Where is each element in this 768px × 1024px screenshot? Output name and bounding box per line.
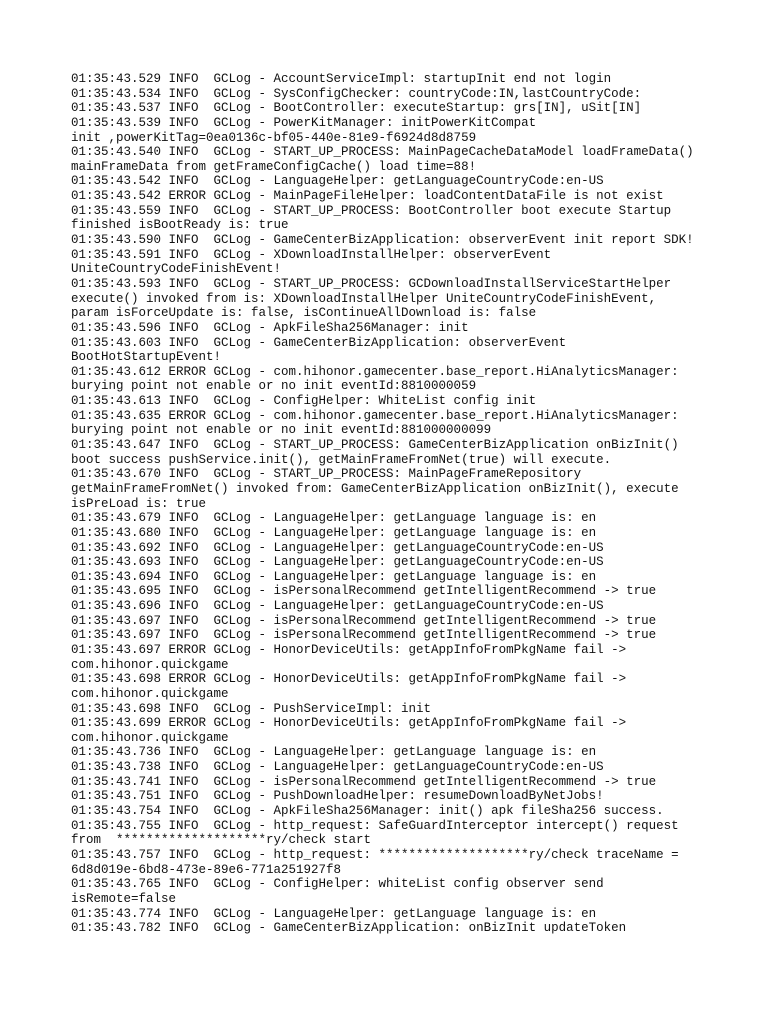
log-line: 01:35:43.613 INFO GCLog - ConfigHelper: WhiteList config init bbox=[71, 394, 537, 409]
log-line: 01:35:43.696 INFO GCLog - LanguageHelper: getLanguageCountryCode:en-US bbox=[71, 599, 604, 614]
log-line: mainFrameData from getFrameConfigCache() load time=88! bbox=[71, 159, 477, 174]
log-line: from ********************ry/check start bbox=[71, 833, 372, 848]
log-line: 01:35:43.757 INFO GCLog - http_request: ********************ry/check traceName = bbox=[71, 847, 679, 862]
log-line: 01:35:43.612 ERROR GCLog - com.hihonor.gamecenter.base_report.HiAnalyticsManager: bbox=[71, 364, 679, 379]
log-line: 01:35:43.596 INFO GCLog - ApkFileSha256Manager: init bbox=[71, 320, 469, 335]
log-line: 01:35:43.697 INFO GCLog - isPersonalRecommend getIntelligentRecommend -> true bbox=[71, 613, 657, 628]
log-line: burying point not enable or no init eventId:881000000099 bbox=[71, 423, 492, 438]
log-line: 01:35:43.736 INFO GCLog - LanguageHelper: getLanguage language is: en bbox=[71, 745, 597, 760]
log-line: BootHotStartupEvent! bbox=[71, 350, 222, 365]
log-line: getMainFrameFromNet() invoked from: GameCenterBizApplication onBizInit(), execute bbox=[71, 481, 679, 496]
log-line: 01:35:43.670 INFO GCLog - START_UP_PROCESS: MainPageFrameRepository bbox=[71, 467, 582, 482]
log-line: UniteCountryCodeFinishEvent! bbox=[71, 262, 282, 277]
log-line: 01:35:43.699 ERROR GCLog - HonorDeviceUtils: getAppInfoFromPkgName fail -> bbox=[71, 716, 627, 731]
log-document bbox=[71, 72, 731, 950]
log-line: 01:35:43.540 INFO GCLog - START_UP_PROCESS: MainPageCacheDataModel loadFrameData() bbox=[71, 145, 694, 160]
log-line: 01:35:43.738 INFO GCLog - LanguageHelper: getLanguageCountryCode:en-US bbox=[71, 760, 604, 775]
log-line: 01:35:43.697 INFO GCLog - isPersonalRecommend getIntelligentRecommend -> true bbox=[71, 628, 657, 643]
log-line: param isForceUpdate is: false, isContinueAllDownload is: false bbox=[71, 306, 537, 321]
log-line: 01:35:43.755 INFO GCLog - http_request: SafeGuardInterceptor intercept() request bbox=[71, 818, 679, 833]
log-line: 01:35:43.697 ERROR GCLog - HonorDeviceUtils: getAppInfoFromPkgName fail -> bbox=[71, 642, 627, 657]
log-line: 01:35:43.539 INFO GCLog - PowerKitManager: initPowerKitCompat bbox=[71, 115, 537, 130]
log-line: 01:35:43.559 INFO GCLog - START_UP_PROCESS: BootController boot execute Startup bbox=[71, 203, 672, 218]
log-line: 01:35:43.529 INFO GCLog - AccountServiceImpl: startupInit end not login bbox=[71, 72, 612, 86]
log-line: 6d8d019e-6bd8-473e-89e6-771a251927f8 bbox=[71, 862, 342, 877]
log-line: 01:35:43.751 INFO GCLog - PushDownloadHelper: resumeDownloadByNetJobs! bbox=[71, 789, 604, 804]
log-line: finished isBootReady is: true bbox=[71, 218, 289, 233]
log-line: com.hihonor.quickgame bbox=[71, 686, 229, 701]
log-line: 01:35:43.754 INFO GCLog - ApkFileSha256Manager: init() apk fileSha256 success. bbox=[71, 804, 664, 819]
log-line: 01:35:43.542 ERROR GCLog - MainPageFileHelper: loadContentDataFile is not exist bbox=[71, 189, 664, 204]
log-line: com.hihonor.quickgame bbox=[71, 657, 229, 672]
log-line: 01:35:43.782 INFO GCLog - GameCenterBizApplication: onBizInit updateToken bbox=[71, 921, 627, 936]
log-line: 01:35:43.679 INFO GCLog - LanguageHelper: getLanguage language is: en bbox=[71, 511, 597, 526]
log-line: 01:35:43.692 INFO GCLog - LanguageHelper: getLanguageCountryCode:en-US bbox=[71, 540, 604, 555]
log-line: 01:35:43.698 ERROR GCLog - HonorDeviceUtils: getAppInfoFromPkgName fail -> bbox=[71, 672, 627, 687]
log-line: 01:35:43.774 INFO GCLog - LanguageHelper: getLanguage language is: en bbox=[71, 906, 597, 921]
log-line: 01:35:43.603 INFO GCLog - GameCenterBizApplication: observerEvent bbox=[71, 335, 567, 350]
log-line: 01:35:43.591 INFO GCLog - XDownloadInstallHelper: observerEvent bbox=[71, 247, 552, 262]
log-line: init ,powerKitTag=0ea0136c-bf05-440e-81e9-f6924d8d8759 bbox=[71, 130, 477, 145]
log-line: 01:35:43.635 ERROR GCLog - com.hihonor.gamecenter.base_report.HiAnalyticsManager: bbox=[71, 408, 679, 423]
log-line: isPreLoad is: true bbox=[71, 496, 207, 511]
log-line: com.hihonor.quickgame bbox=[71, 730, 229, 745]
log-line: boot success pushService.init(), getMainFrameFromNet(true) will execute. bbox=[71, 452, 612, 467]
log-line: 01:35:43.593 INFO GCLog - START_UP_PROCESS: GCDownloadInstallServiceStartHelper bbox=[71, 276, 672, 291]
log-line: 01:35:43.590 INFO GCLog - GameCenterBizApplication: observerEvent init report SDK! bbox=[71, 233, 694, 248]
log-line: 01:35:43.647 INFO GCLog - START_UP_PROCESS: GameCenterBizApplication onBizInit() bbox=[71, 438, 679, 453]
log-line: 01:35:43.698 INFO GCLog - PushServiceImpl: init bbox=[71, 701, 432, 716]
log-line: 01:35:43.542 INFO GCLog - LanguageHelper: getLanguageCountryCode:en-US bbox=[71, 174, 604, 189]
log-line: burying point not enable or no init eventId:8810000059 bbox=[71, 379, 477, 394]
log-line: 01:35:43.765 INFO GCLog - ConfigHelper: whiteList config observer send bbox=[71, 877, 604, 892]
log-line: 01:35:43.537 INFO GCLog - BootController: executeStartup: grs[IN], uSit[IN] bbox=[71, 101, 642, 116]
log-line: isRemote=false bbox=[71, 891, 177, 906]
log-line: 01:35:43.680 INFO GCLog - LanguageHelper: getLanguage language is: en bbox=[71, 525, 597, 540]
log-line: 01:35:43.741 INFO GCLog - isPersonalRecommend getIntelligentRecommend -> true bbox=[71, 774, 657, 789]
log-line: 01:35:43.694 INFO GCLog - LanguageHelper: getLanguage language is: en bbox=[71, 569, 597, 584]
log-line: execute() invoked from is: XDownloadInstallHelper UniteCountryCodeFinishEvent, bbox=[71, 291, 657, 306]
log-line: 01:35:43.695 INFO GCLog - isPersonalRecommend getIntelligentRecommend -> true bbox=[71, 584, 657, 599]
log-line: 01:35:43.693 INFO GCLog - LanguageHelper: getLanguageCountryCode:en-US bbox=[71, 555, 604, 570]
log-line: 01:35:43.534 INFO GCLog - SysConfigChecker: countryCode:IN,lastCountryCode: bbox=[71, 86, 642, 101]
log-line bbox=[71, 936, 731, 951]
